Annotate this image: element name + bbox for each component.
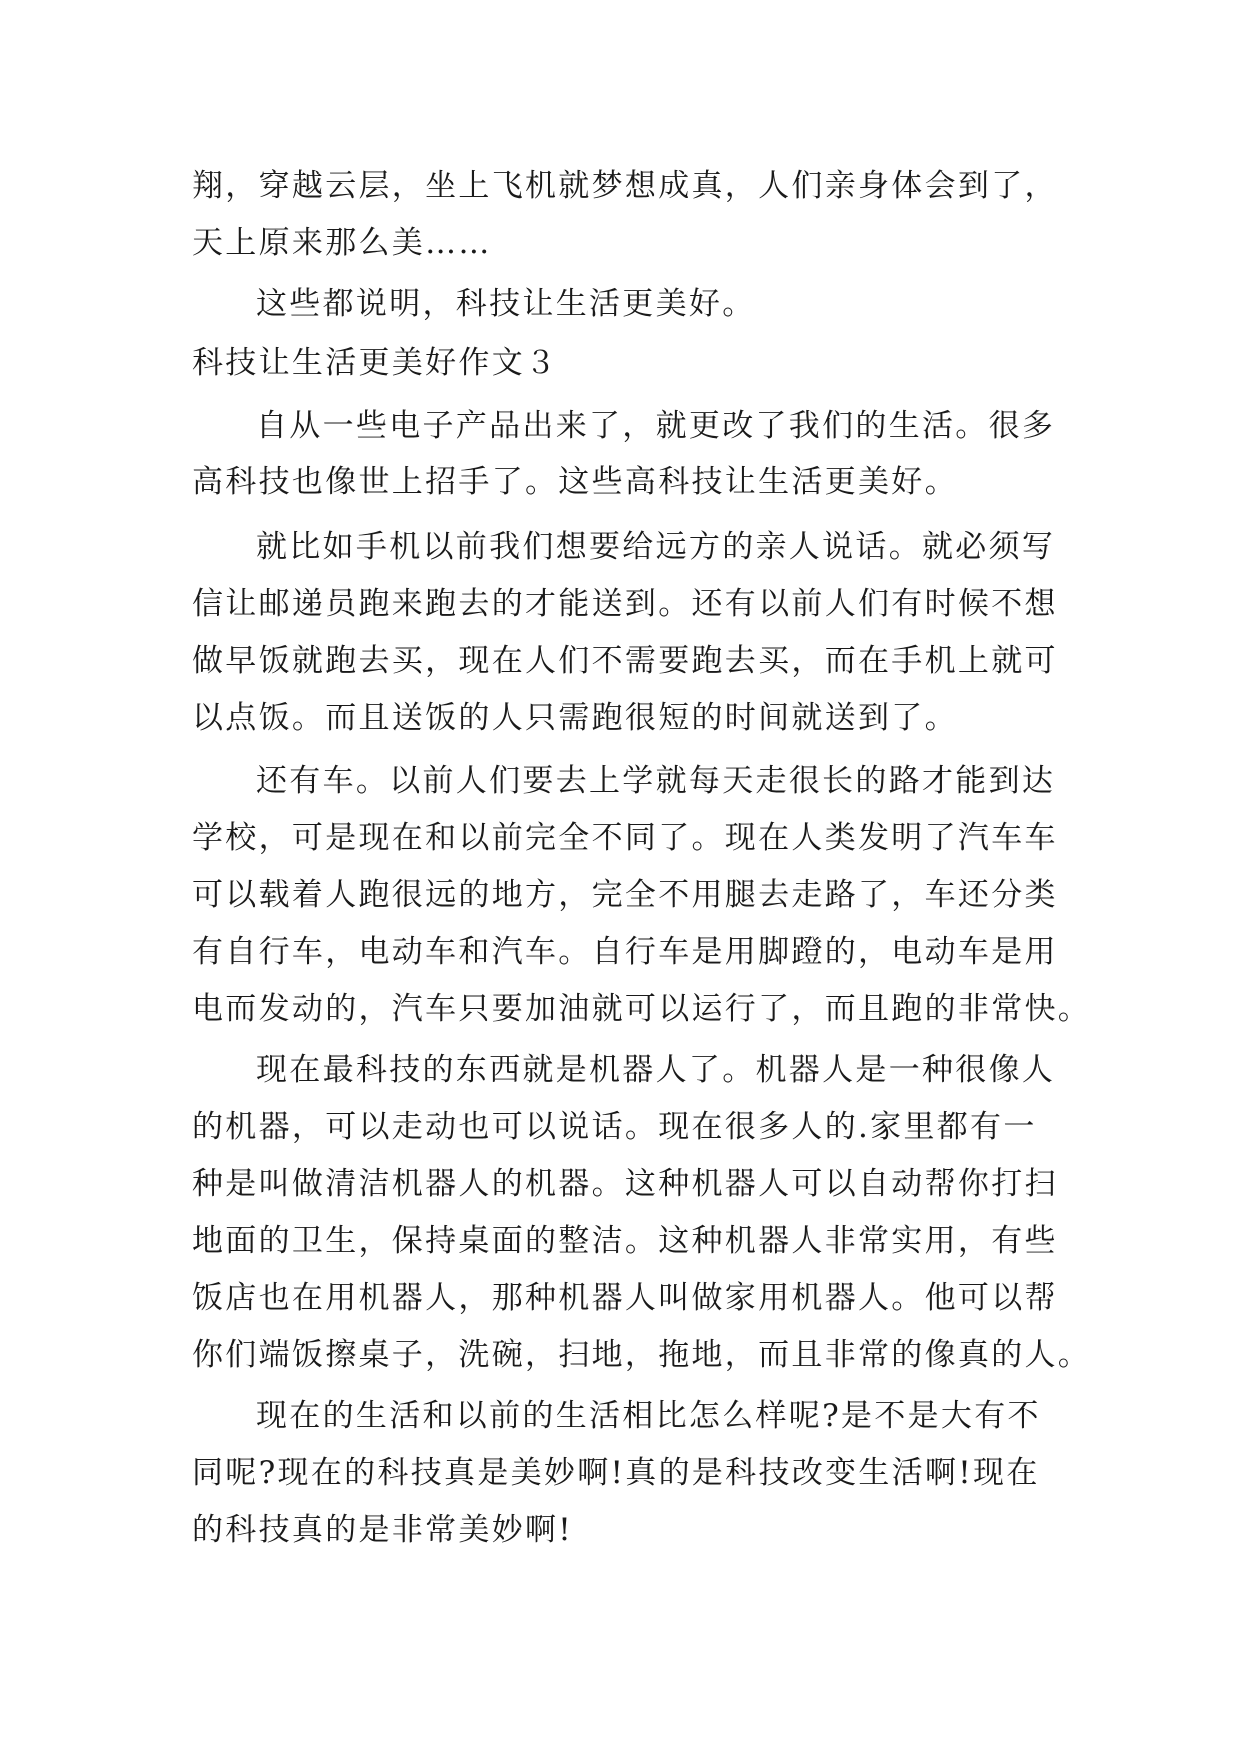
text-line: 还有车。以前人们要去上学就每天走很长的路才能到达 <box>256 763 1056 799</box>
text-line: 电而发动的，汽车只要加油就可以运行了，而且跑的非常快。 <box>192 991 1092 1027</box>
text-line: 的科技真的是非常美妙啊! <box>192 1512 574 1548</box>
text-line: 这些都说明，科技让生活更美好。 <box>256 286 756 322</box>
text-line: 地面的卫生，保持桌面的整洁。这种机器人非常实用，有些 <box>192 1223 1058 1259</box>
text-line: 学校，可是现在和以前完全不同了。现在人类发明了汽车车 <box>192 820 1058 856</box>
text-line: 高科技也像世上招手了。这些高科技让生活更美好。 <box>192 464 958 500</box>
text-line: 信让邮递员跑来跑去的才能送到。还有以前人们有时候不想 <box>192 586 1058 622</box>
text-line: 现在的生活和以前的生活相比怎么样呢?是不是大有不 <box>256 1398 1041 1434</box>
text-line: 天上原来那么美…… <box>192 225 492 261</box>
text-line: 的机器，可以走动也可以说话。现在很多人的.家里都有一 <box>192 1109 1037 1145</box>
text-line: 做早饭就跑去买，现在人们不需要跑去买，而在手机上就可 <box>192 643 1058 679</box>
text-line: 现在最科技的东西就是机器人了。机器人是一种很像人 <box>256 1052 1056 1088</box>
text-line: 种是叫做清洁机器人的机器。这种机器人可以自动帮你打扫 <box>192 1166 1058 1202</box>
text-line: 你们端饭擦桌子，洗碗，扫地，拖地，而且非常的像真的人。 <box>192 1337 1092 1373</box>
text-line: 同呢?现在的科技真是美妙啊!真的是科技改变生活啊!现在 <box>192 1455 1040 1491</box>
text-line: 有自行车，电动车和汽车。自行车是用脚蹬的，电动车是用 <box>192 934 1058 970</box>
text-line: 饭店也在用机器人，那种机器人叫做家用机器人。他可以帮 <box>192 1280 1058 1316</box>
text-line: 翔，穿越云层，坐上飞机就梦想成真，人们亲身体会到了， <box>192 168 1058 204</box>
text-line: 以点饭。而且送饭的人只需跑很短的时间就送到了。 <box>192 700 958 736</box>
section-heading: 科技让生活更美好作文３ <box>192 345 559 381</box>
text-line: 自从一些电子产品出来了，就更改了我们的生活。很多 <box>256 408 1056 444</box>
text-line: 就比如手机以前我们想要给远方的亲人说话。就必须写 <box>256 529 1056 565</box>
text-line: 可以载着人跑很远的地方，完全不用腿去走路了，车还分类 <box>192 877 1058 913</box>
